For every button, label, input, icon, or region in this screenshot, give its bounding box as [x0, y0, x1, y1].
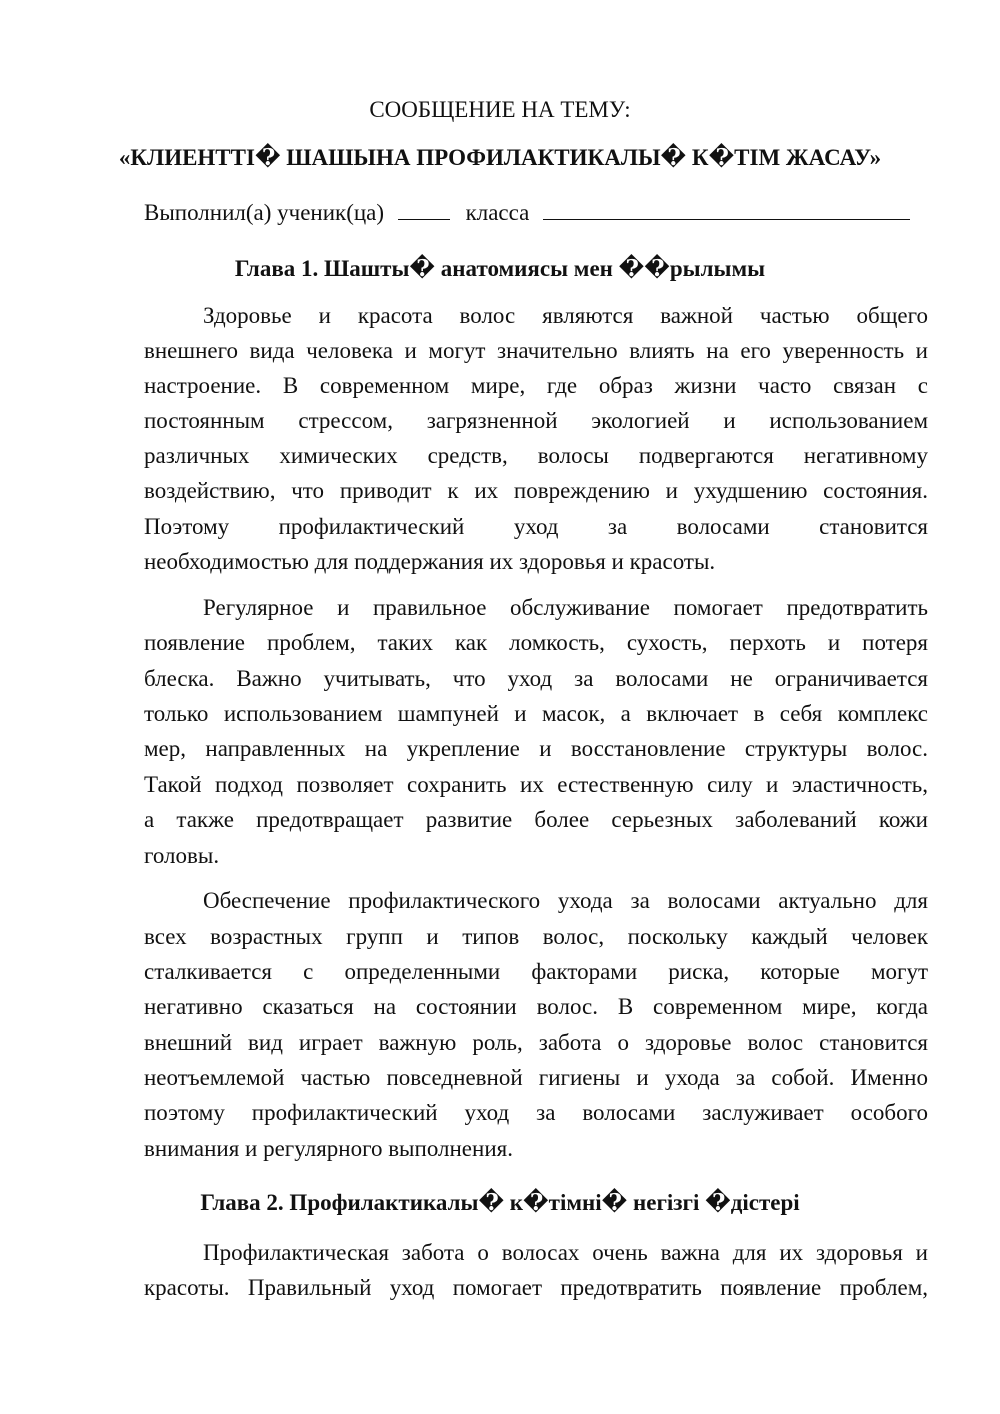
paragraph-line: Регулярное и правильное обслуживание помогает предотвратить [203, 595, 928, 620]
paragraph-line: только использованием шампуней и масок, а включает в себя комплекс [144, 701, 928, 726]
class-number-blank[interactable] [398, 201, 450, 220]
topic-title: «КЛИЕНТТІ� ШАШЫНА ПРОФИЛАКТИКАЛЫ� К�ТІМ ЖАСАУ» [118, 145, 882, 170]
student-info-line [144, 195, 910, 230]
paragraph-line: внимания и регулярного выполнения. [144, 1136, 513, 1161]
chapter-2-heading: Глава 2. Профилактикалы� к�тімні� негізгі �дістері [200, 1190, 800, 1215]
paragraph-line: блеска. Важно учитывать, что уход за волосами не ограничивается [144, 666, 928, 691]
document-title: СООБЩЕНИЕ НА ТЕМУ: [369, 97, 631, 122]
paragraph-line: Обеспечение профилактического ухода за волосами актуально для [203, 888, 928, 913]
paragraph-line: неотъемлемой частью повседневной гигиены и ухода за собой. Именно [144, 1065, 928, 1090]
paragraph-line: красоты. Правильный уход помогает предотвратить появление проблем, [144, 1275, 928, 1300]
paragraph-line: необходимостью для поддержания их здоровья и красоты. [144, 549, 716, 574]
paragraph-line: воздействию, что приводит к их повреждению и ухудшению состояния. [144, 478, 928, 503]
class-label: класса [465, 200, 530, 225]
class-name-blank[interactable] [543, 201, 910, 220]
paragraph-line: внешнего вида человека и могут значительно влиять на его уверенность и [144, 338, 928, 363]
paragraph-line: внешний вид играет важную роль, забота о здоровье волос становится [144, 1030, 928, 1055]
performed-by-label: Выполнил(а) ученик(ца) [144, 200, 385, 225]
chapter-1-heading: Глава 1. Шашты� анатомиясы мен ��рылымы [234, 256, 766, 281]
paragraph-line: появление проблем, таких как ломкость, сухость, перхоть и потеря [144, 630, 928, 655]
paragraph-line: Такой подход позволяет сохранить их естественную силу и эластичность, [144, 772, 928, 797]
paragraph-line: головы. [144, 843, 220, 868]
paragraph-line: Поэтому профилактический уход за волосами становится [144, 514, 928, 539]
paragraph-line: Профилактическая забота о волосах очень важна для их здоровья и [203, 1240, 928, 1265]
paragraph-line: всех возрастных групп и типов волос, поскольку каждый человек [144, 924, 928, 949]
paragraph-line: различных химических средств, волосы подвергаются негативному [144, 443, 928, 468]
paragraph-line: негативно сказаться на состоянии волос. В современном мире, когда [144, 994, 928, 1019]
paragraph-line: сталкивается с определенными факторами риска, которые могут [144, 959, 928, 984]
paragraph-line: поэтому профилактический уход за волосами заслуживает особого [144, 1100, 928, 1125]
paragraph-line: постоянным стрессом, загрязненной экологией и использованием [144, 408, 928, 433]
paragraph-line: а также предотвращает развитие более серьезных заболеваний кожи [144, 807, 928, 832]
paragraph-line: мер, направленных на укрепление и восстановление структуры волос. [144, 736, 928, 761]
paragraph-line: настроение. В современном мире, где образ жизни часто связан с [144, 373, 928, 398]
paragraph-line: Здоровье и красота волос являются важной частью общего [203, 303, 928, 328]
